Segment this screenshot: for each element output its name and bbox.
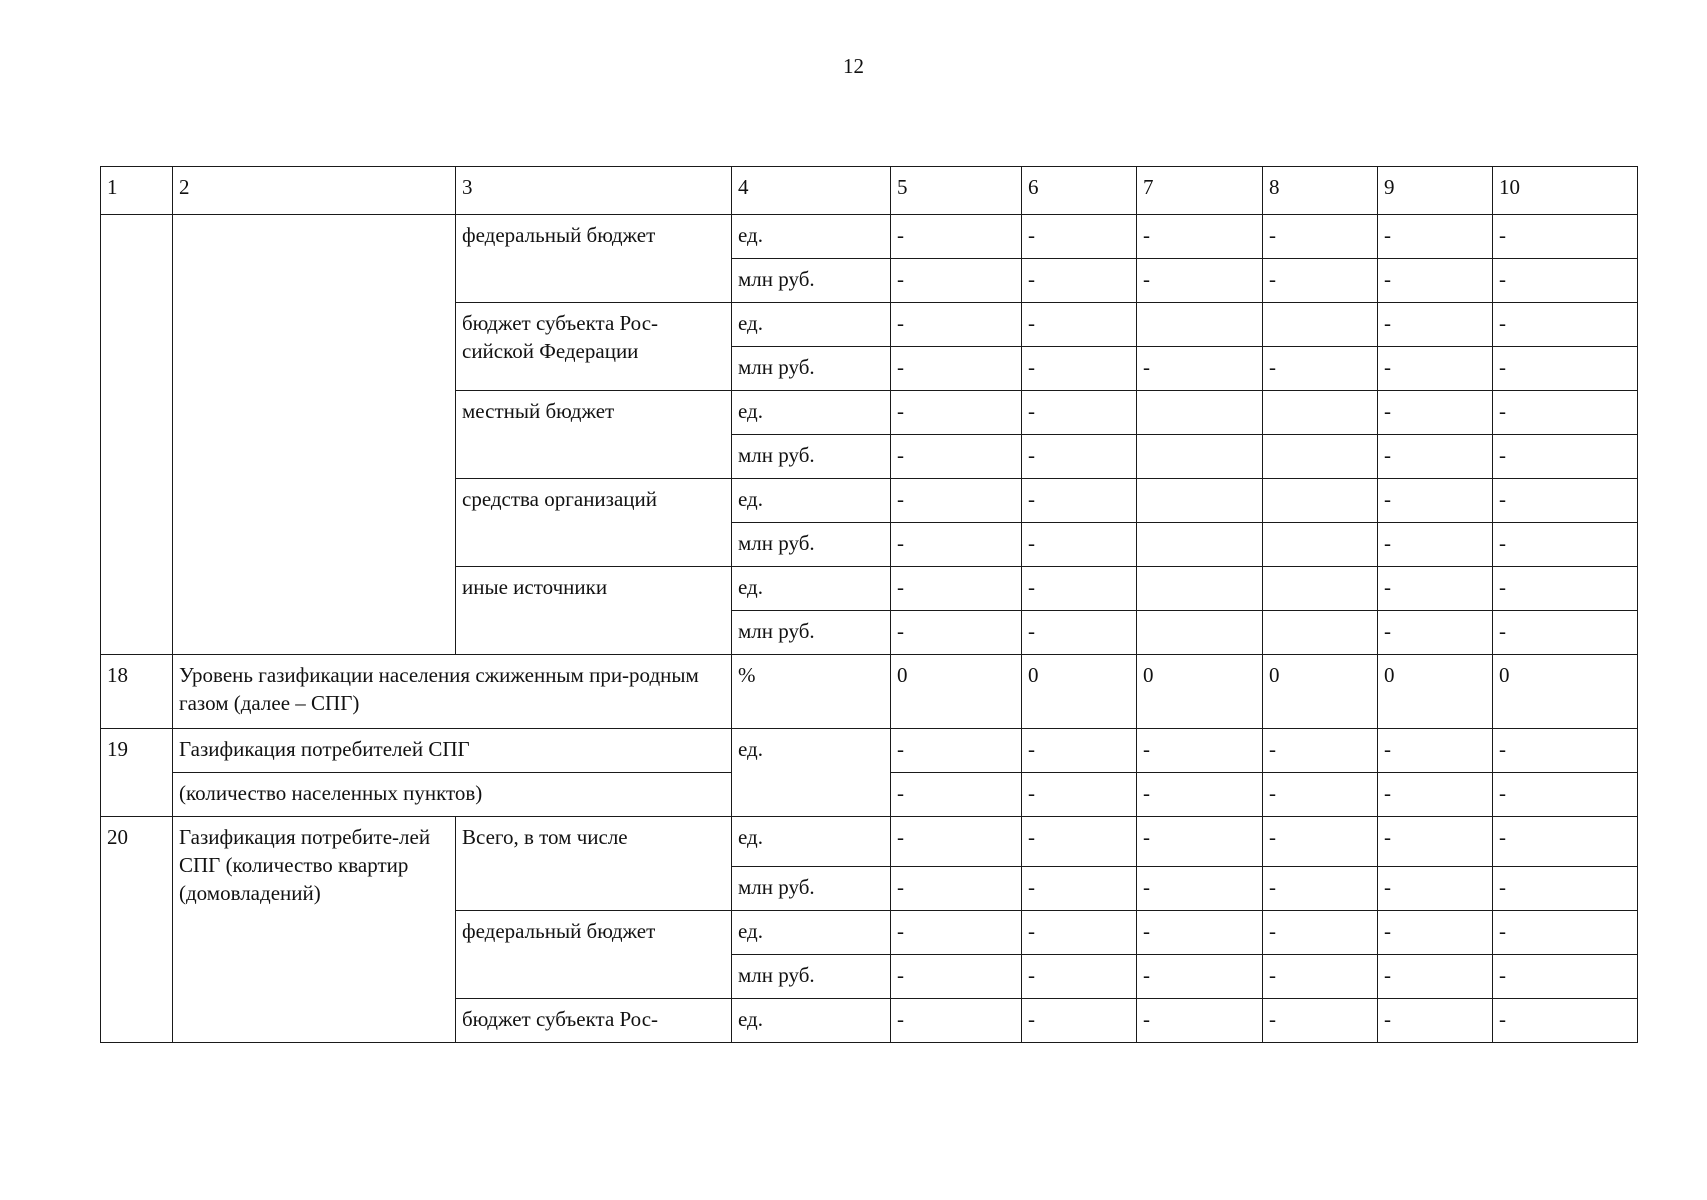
value-cell: - (1137, 911, 1263, 955)
value-cell: - (891, 259, 1022, 303)
funding-source: федеральный бюджет (456, 215, 732, 303)
row-number-cell: 18 (101, 655, 173, 729)
table-row (101, 729, 1638, 773)
funding-source: местный бюджет (456, 391, 732, 479)
value-cell: - (1378, 911, 1493, 955)
value-cell (1137, 479, 1263, 523)
value-cell (1263, 523, 1378, 567)
unit-cell: ед. (732, 215, 891, 259)
indicator-sublabel: (количество населенных пунктов) (173, 773, 732, 817)
value-cell: - (1493, 479, 1638, 523)
value-cell: - (1137, 347, 1263, 391)
value-cell: - (1137, 259, 1263, 303)
indicator-cell: Газификация потребите-лей СПГ (количество квартир (домовладений) (173, 817, 456, 1043)
unit-cell: ед. (732, 999, 891, 1043)
value-cell: - (1493, 391, 1638, 435)
value-cell: - (1493, 523, 1638, 567)
value-cell: - (1137, 215, 1263, 259)
value-cell: - (891, 391, 1022, 435)
value-cell: 0 (891, 655, 1022, 729)
value-cell: 0 (1022, 655, 1137, 729)
value-cell: - (1263, 773, 1378, 817)
value-cell (1137, 523, 1263, 567)
value-cell: 0 (1493, 655, 1638, 729)
value-cell: - (1493, 729, 1638, 773)
value-cell: - (1263, 999, 1378, 1043)
value-cell (1263, 611, 1378, 655)
value-cell: - (1378, 817, 1493, 867)
funding-source: бюджет субъекта Рос- (456, 999, 732, 1043)
table-row (101, 215, 1638, 259)
value-cell: - (1378, 867, 1493, 911)
unit-cell: млн руб. (732, 611, 891, 655)
value-cell: - (891, 347, 1022, 391)
funding-source: федеральный бюджет (456, 911, 732, 999)
value-cell: - (1022, 303, 1137, 347)
value-cell: - (1137, 955, 1263, 999)
value-cell (1263, 391, 1378, 435)
value-cell: - (1263, 867, 1378, 911)
value-cell: - (1263, 911, 1378, 955)
value-cell: - (891, 999, 1022, 1043)
value-cell: - (1378, 303, 1493, 347)
value-cell (1137, 391, 1263, 435)
value-cell: - (1493, 773, 1638, 817)
value-cell: - (1137, 867, 1263, 911)
value-cell: - (891, 523, 1022, 567)
row-number-cell: 20 (101, 817, 173, 1043)
value-cell: - (1378, 729, 1493, 773)
indicator-cell (173, 215, 456, 655)
unit-cell: ед. (732, 479, 891, 523)
unit-cell: млн руб. (732, 435, 891, 479)
indicators-table (100, 166, 1638, 1043)
value-cell: - (891, 435, 1022, 479)
value-cell: - (1263, 215, 1378, 259)
value-cell: - (891, 479, 1022, 523)
unit-cell: ед. (732, 303, 891, 347)
col-header: 3 (456, 167, 732, 215)
value-cell: - (1378, 523, 1493, 567)
value-cell: - (1378, 391, 1493, 435)
funding-source: бюджет субъекта Рос-сийской Федерации (456, 303, 732, 391)
funding-source: средства организаций (456, 479, 732, 567)
page-number: 12 (843, 54, 864, 78)
value-cell: - (891, 867, 1022, 911)
header-row (101, 167, 1638, 215)
value-cell: - (1022, 259, 1137, 303)
col-header: 4 (732, 167, 891, 215)
value-cell: - (1493, 867, 1638, 911)
value-cell: - (1263, 729, 1378, 773)
unit-cell: млн руб. (732, 523, 891, 567)
value-cell: - (1022, 867, 1137, 911)
value-cell: - (891, 215, 1022, 259)
value-cell: - (1493, 303, 1638, 347)
value-cell: - (891, 729, 1022, 773)
value-cell: - (1378, 955, 1493, 999)
unit-cell: ед. (732, 911, 891, 955)
value-cell: - (1493, 911, 1638, 955)
value-cell (1263, 567, 1378, 611)
unit-cell: млн руб. (732, 259, 891, 303)
col-header: 7 (1137, 167, 1263, 215)
value-cell: - (1022, 347, 1137, 391)
unit-cell: ед. (732, 567, 891, 611)
value-cell (1137, 611, 1263, 655)
unit-cell: млн руб. (732, 955, 891, 999)
unit-cell: ед. (732, 817, 891, 867)
value-cell: - (1022, 729, 1137, 773)
indicator-cell: Газификация потребителей СПГ (173, 729, 732, 773)
unit-cell: млн руб. (732, 867, 891, 911)
value-cell: 0 (1137, 655, 1263, 729)
value-cell: - (1022, 567, 1137, 611)
value-cell (1263, 435, 1378, 479)
value-cell: - (1022, 391, 1137, 435)
row-number-cell (101, 215, 173, 655)
unit-cell: ед. (732, 391, 891, 435)
value-cell: - (1022, 911, 1137, 955)
value-cell: - (1493, 347, 1638, 391)
table-row (101, 655, 1638, 729)
value-cell: - (1022, 523, 1137, 567)
value-cell: - (1493, 435, 1638, 479)
value-cell: - (891, 611, 1022, 655)
value-cell: - (891, 955, 1022, 999)
indicator-cell: Уровень газификации населения сжиженным при-родным газом (далее – СПГ) (173, 655, 732, 729)
value-cell: - (1022, 435, 1137, 479)
value-cell: - (1022, 215, 1137, 259)
col-header: 10 (1493, 167, 1638, 215)
value-cell: - (1263, 259, 1378, 303)
value-cell: - (1493, 567, 1638, 611)
value-cell: - (1022, 999, 1137, 1043)
value-cell: - (1493, 259, 1638, 303)
value-cell: - (1493, 955, 1638, 999)
value-cell: - (1022, 817, 1137, 867)
value-cell: - (1378, 347, 1493, 391)
value-cell: - (1137, 999, 1263, 1043)
unit-cell: млн руб. (732, 347, 891, 391)
funding-source: иные источники (456, 567, 732, 655)
value-cell: - (1378, 999, 1493, 1043)
value-cell (1137, 303, 1263, 347)
value-cell: - (1493, 817, 1638, 867)
value-cell: - (891, 773, 1022, 817)
value-cell: - (1378, 259, 1493, 303)
value-cell: - (1022, 611, 1137, 655)
value-cell: - (1378, 773, 1493, 817)
value-cell: - (891, 911, 1022, 955)
value-cell: 0 (1263, 655, 1378, 729)
table-row (101, 817, 1638, 867)
value-cell: - (1493, 215, 1638, 259)
value-cell: - (1022, 479, 1137, 523)
col-header: 1 (101, 167, 173, 215)
value-cell: - (1263, 955, 1378, 999)
col-header: 6 (1022, 167, 1137, 215)
unit-cell: % (732, 655, 891, 729)
value-cell: - (891, 303, 1022, 347)
col-header: 9 (1378, 167, 1493, 215)
value-cell: - (1378, 435, 1493, 479)
funding-source: Всего, в том числе (456, 817, 732, 911)
value-cell: - (1263, 347, 1378, 391)
col-header: 5 (891, 167, 1022, 215)
value-cell (1137, 435, 1263, 479)
value-cell: - (1137, 773, 1263, 817)
value-cell (1137, 567, 1263, 611)
value-cell (1263, 303, 1378, 347)
col-header: 8 (1263, 167, 1378, 215)
value-cell (1263, 479, 1378, 523)
value-cell: - (1493, 999, 1638, 1043)
value-cell: - (1137, 817, 1263, 867)
value-cell: - (1493, 611, 1638, 655)
value-cell: 0 (1378, 655, 1493, 729)
value-cell: - (1378, 479, 1493, 523)
value-cell: - (1378, 611, 1493, 655)
value-cell: - (1137, 729, 1263, 773)
value-cell: - (1378, 215, 1493, 259)
unit-cell: ед. (732, 729, 891, 817)
value-cell: - (1378, 567, 1493, 611)
row-number-cell: 19 (101, 729, 173, 817)
col-header: 2 (173, 167, 456, 215)
value-cell: - (1022, 955, 1137, 999)
value-cell: - (1022, 773, 1137, 817)
value-cell: - (891, 567, 1022, 611)
value-cell: - (891, 817, 1022, 867)
value-cell: - (1263, 817, 1378, 867)
